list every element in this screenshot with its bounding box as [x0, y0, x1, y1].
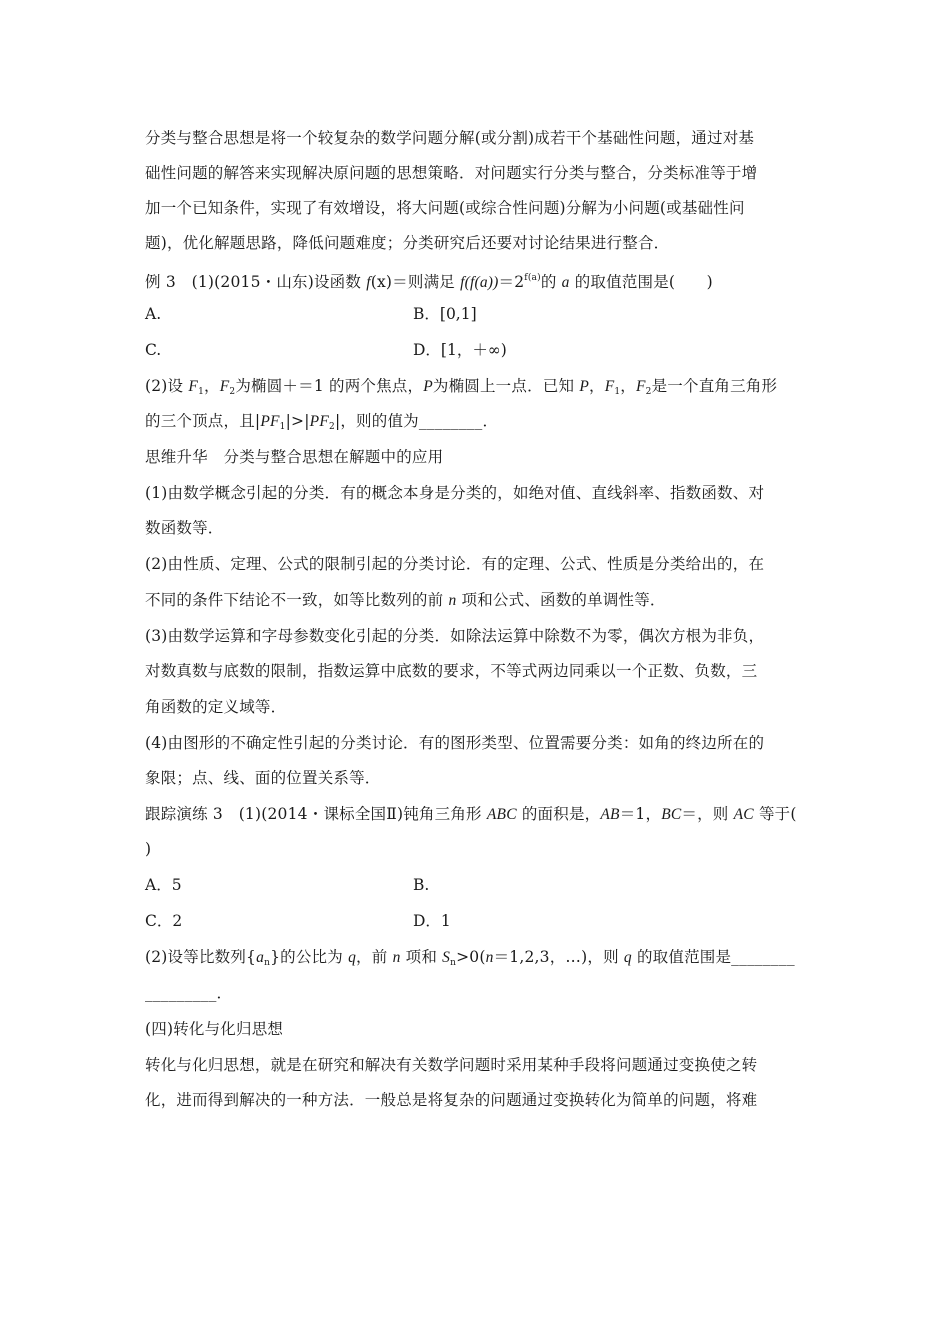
example-3-option-a: A. — [145, 305, 162, 323]
practice-3-option-a: A．5 — [145, 876, 182, 894]
intro-line-2: 础性问题的解答来实现解决原问题的思想策略．对问题实行分类与整合，分类标准等于增 — [145, 164, 758, 182]
intro-line-1: 分类与整合思想是将一个较复杂的数学问题分解(或分割)成若干个基础性问题，通过对基 — [145, 129, 755, 147]
practice-3-part-2-line-2: _________． — [145, 984, 233, 1002]
example-3-option-b: B．[0,1] — [413, 305, 477, 323]
insight-point-1-line-1: (1)由数学概念引起的分类．有的概念本身是分类的，如绝对值、直线斜率、指数函数、对 — [145, 484, 765, 502]
intro-line-4: 题)，优化解题思路，降低问题难度；分类研究后还要对讨论结果进行整合． — [145, 234, 670, 252]
insight-point-3-line-3: 角函数的定义域等． — [145, 698, 287, 716]
practice-3-part-1-line-2: ) — [145, 840, 152, 858]
practice-3-part-1-line-1: 跟踪演练 3 (1)(2014・课标全国Ⅱ)钝角三角形 ABC 的面积是，AB＝1，BC＝，则 AC 等于( — [145, 805, 797, 823]
section-4-line-1: 转化与化归思想，就是在研究和解决有关数学问题时采用某种手段将问题通过变换使之转 — [145, 1056, 758, 1074]
example-3-option-d: D．[1，＋∞) — [413, 341, 507, 359]
insight-heading: 思维升华 分类与整合思想在解题中的应用 — [145, 448, 444, 466]
insight-point-4-line-1: (4)由图形的不确定性引起的分类讨论．有的图形类型、位置需要分类：如角的终边所在的 — [145, 734, 765, 752]
section-4-heading: (四)转化与化归思想 — [145, 1020, 284, 1038]
insight-point-2-line-2: 不同的条件下结论不一致，如等比数列的前 n 项和公式、函数的单调性等． — [145, 591, 666, 609]
example-3-part-2-line-2: 的三个顶点，且$|PF_1|>|PF_2|$，则的值为________． — [145, 412, 499, 432]
practice-3-option-c: C．2 — [145, 912, 183, 930]
practice-3-option-b: B. — [413, 876, 430, 894]
section-4-line-2: 化，进而得到解决的一种方法．一般总是将复杂的问题通过变换转化为简单的问题，将难 — [145, 1091, 758, 1109]
practice-3-option-d: D．1 — [413, 912, 451, 930]
insight-point-3-line-1: (3)由数学运算和字母参数变化引起的分类．如除法运算中除数不为零，偶次方根为非负， — [145, 627, 765, 645]
insight-point-3-line-2: 对数真数与底数的限制，指数运算中底数的要求，不等式两边同乘以一个正数、负数，三 — [145, 662, 758, 680]
example-3-option-c: C. — [145, 341, 162, 359]
practice-3-part-2-line-1: (2)设等比数列$\{a_n\}$的公比为 q，前 n 项和 $S_n>0(n=1,2,3$，…)，则 q 的取值范围是________ — [145, 948, 795, 968]
example-3-part-2-line-1: (2)设 $F_1$，$F_2$为椭圆＋＝1 的两个焦点，P为椭圆上一点．已知 P，$F_1$，$F_2$是一个直角三角形 — [145, 377, 778, 397]
intro-line-3: 加一个已知条件，实现了有效增设，将大问题(或综合性问题)分解为小问题(或基础性问 — [145, 199, 745, 217]
insight-point-4-line-2: 象限；点、线、面的位置关系等． — [145, 769, 381, 787]
insight-point-2-line-1: (2)由性质、定理、公式的限制引起的分类讨论．有的定理、公式、性质是分类给出的，在 — [145, 555, 765, 573]
example-3-part-1: 例 3 (1)(2015・山东)设函数 f(x)＝则满足 $f(f(a))=2^{f(a)}$的 a 的取值范围是( ) — [145, 273, 713, 291]
insight-point-1-line-2: 数函数等． — [145, 519, 224, 537]
